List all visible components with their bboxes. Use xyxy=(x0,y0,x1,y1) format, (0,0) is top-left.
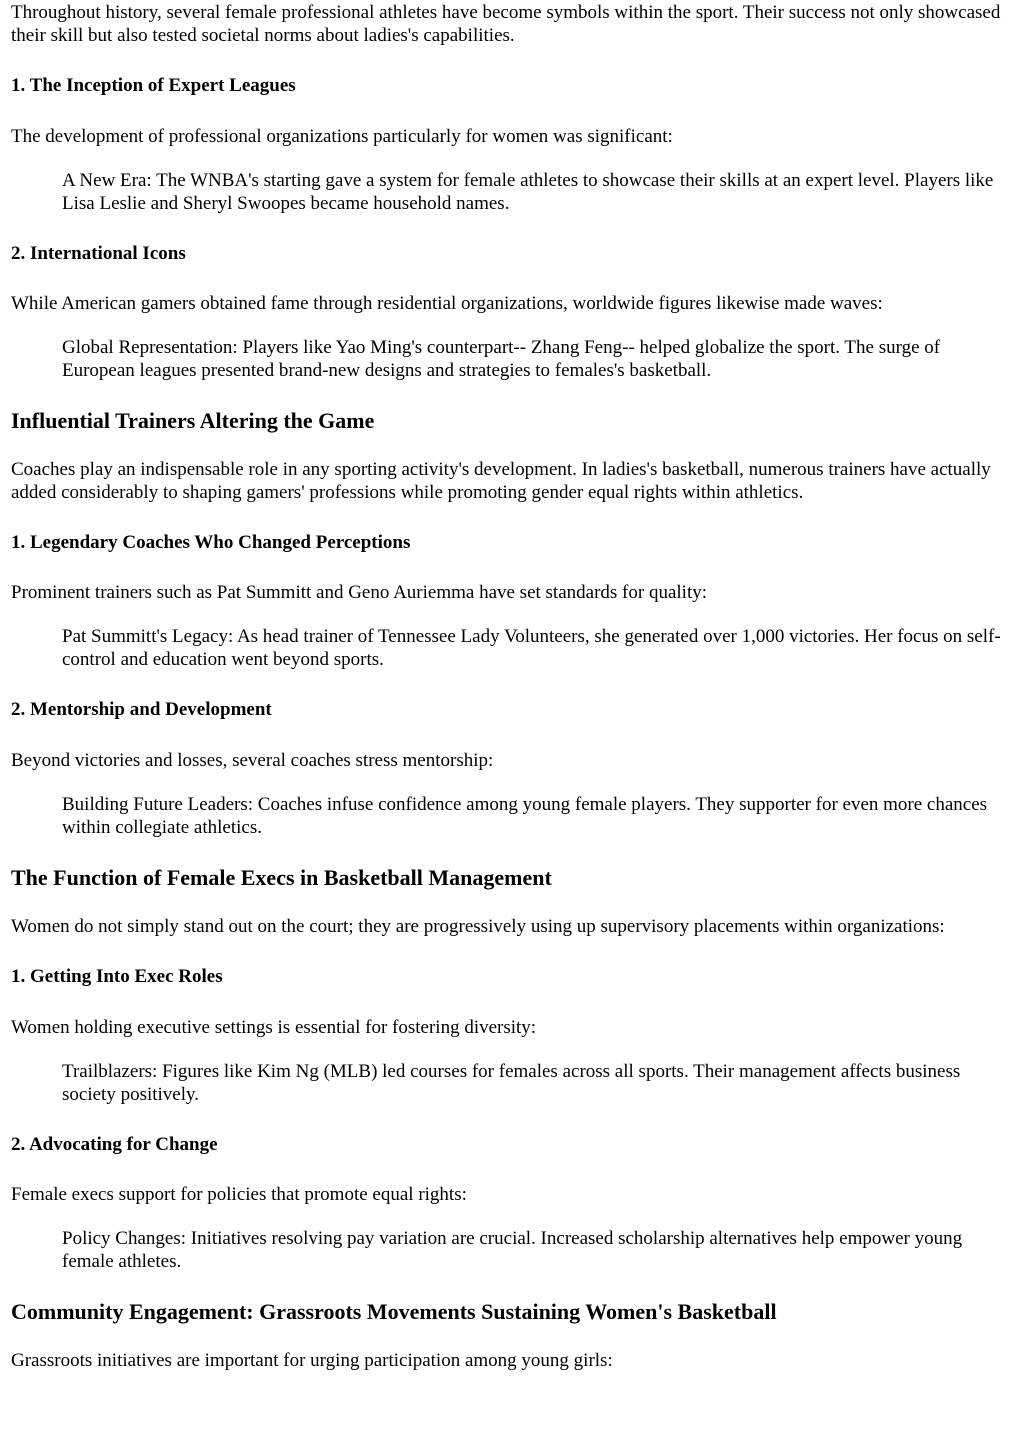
paragraph-execs: Women do not simply stand out on the court; they are progressively using up supervisory placements within organizations: xyxy=(11,916,945,937)
quote-summitt-legacy: Pat Summitt's Legacy: As head trainer of Tennessee Lady Volunteers, she generated over 1,000 victories. Her focus on self-control and education went beyond sports. xyxy=(62,626,1001,670)
quote-global-representation: Global Representation: Players like Yao Ming's counterpart-- Zhang Feng-- helped globalize the sport. The surge of European leagues presented brand-new designs and strategies to females's basketball. xyxy=(62,337,941,381)
paragraph-international: While American gamers obtained fame through residential organizations, worldwide figures likewise made waves: xyxy=(11,293,883,314)
section-heading-legendary-coaches: 1. Legendary Coaches Who Changed Perceptions xyxy=(11,532,411,553)
paragraph-mentorship: Beyond victories and losses, several coaches stress mentorship: xyxy=(11,750,494,771)
paragraph-exec-roles: Women holding executive settings is essential for fostering diversity: xyxy=(11,1017,537,1038)
section-heading-mentorship: 2. Mentorship and Development xyxy=(11,699,272,720)
quote-future-leaders: Building Future Leaders: Coaches infuse confidence among young female players. They supporter for even more chances within collegiate athletics. xyxy=(62,794,988,838)
section-heading-international-icons: 2. International Icons xyxy=(11,243,186,264)
paragraph-prominent-trainers: Prominent trainers such as Pat Summitt and Geno Auriemma have set standards for quality: xyxy=(11,582,708,603)
heading-community-engagement: Community Engagement: Grassroots Movements Sustaining Women's Basketball xyxy=(11,1299,777,1324)
heading-female-execs: The Function of Female Execs in Basketball Management xyxy=(11,865,552,890)
paragraph-coaches: Coaches play an indispensable role in any sporting activity's development. In ladies's basketball, numerous trainers have actually added considerably to shaping gamers' professions while promoting gender equal rights within athletics. xyxy=(11,459,991,503)
quote-trailblazers: Trailblazers: Figures like Kim Ng (MLB) led courses for females across all sports. Their management affects business society positively. xyxy=(62,1061,961,1105)
section-heading-inception-leagues: 1. The Inception of Expert Leagues xyxy=(11,75,296,96)
heading-influential-trainers: Influential Trainers Altering the Game xyxy=(11,408,375,433)
article-body xyxy=(0,1,1024,1372)
paragraph-advocating: Female execs support for policies that promote equal rights: xyxy=(11,1184,467,1205)
quote-new-era: A New Era: The WNBA's starting gave a system for female athletes to showcase their skills at an expert level. Players like Lisa Leslie and Sheryl Swoopes became household names. xyxy=(62,170,994,214)
section-heading-advocating-change: 2. Advocating for Change xyxy=(11,1134,218,1155)
intro-paragraph: Throughout history, several female professional athletes have become symbols within the sport. Their success not only showcased their skill but also tested societal norms about ladies's capabilities. xyxy=(11,2,1001,46)
section-heading-exec-roles: 1. Getting Into Exec Roles xyxy=(11,966,223,987)
paragraph-grassroots: Grassroots initiatives are important for urging participation among young girls: xyxy=(11,1350,613,1371)
quote-policy-changes: Policy Changes: Initiatives resolving pay variation are crucial. Increased scholarship alternatives help empower young female athletes. xyxy=(62,1228,963,1272)
paragraph-leagues: The development of professional organizations particularly for women was significant: xyxy=(11,126,673,147)
